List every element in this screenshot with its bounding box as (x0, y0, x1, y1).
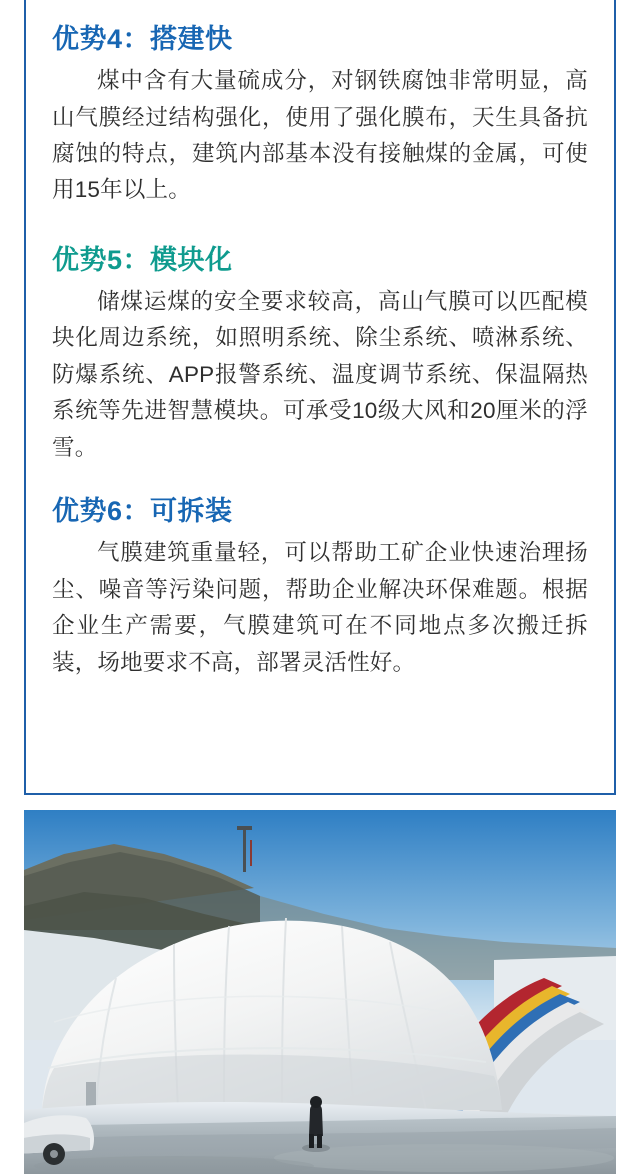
spacer-2 (52, 476, 588, 494)
advantage-5-title: 优势5：模块化 (52, 244, 233, 275)
advantage-section-6 (52, 494, 588, 681)
advantage-section-4 (52, 22, 588, 209)
advantage-4-body: 煤中含有大量硫成分，对钢铁腐蚀非常明显，高山气膜经过结构强化，使用了强化膜布，天生具备抗腐蚀的特点，建筑内部基本没有接触煤的金属，可使用15年以上。 (52, 68, 588, 203)
advantage-section-5 (52, 243, 588, 466)
advantage-6-title: 优势6：可拆装 (52, 496, 233, 527)
advantage-4-title: 优势4：搭建快 (52, 24, 233, 54)
advantage-6-body: 气膜建筑重量轻，可以帮助工矿企业快速治理扬尘、噪音等污染问题，帮助企业解决环保难题。根据企业生产需要，气膜建筑可在不同地点多次搬迁拆装，场地要求不高，部署灵活性好。 (52, 540, 588, 675)
advantage-5-body: 储煤运煤的安全要求较高，高山气膜可以匹配模块化周边系统，如照明系统、除尘系统、喷淋系统、防爆系统、APP报警系统、温度调节系统、保温隔热系统等先进智慧模块。可承受10级大风和20厘米的浮雪。 (52, 288, 588, 460)
spacer-1 (52, 219, 588, 243)
air-dome-photo (24, 810, 616, 1174)
advantages-card (24, 0, 616, 795)
